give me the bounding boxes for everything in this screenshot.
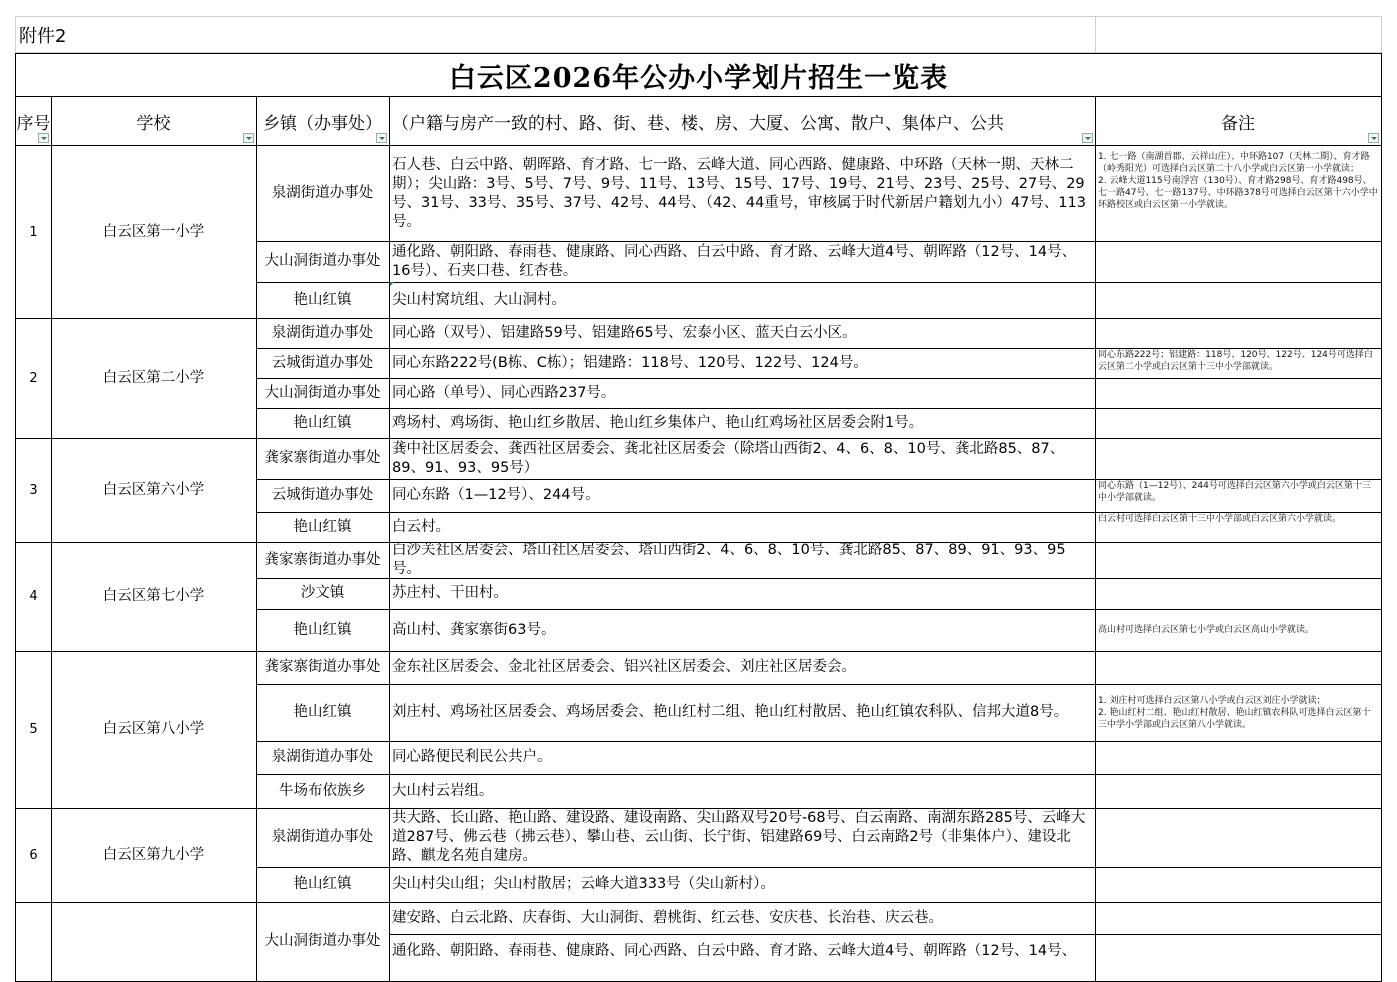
remark-text — [1095, 934, 1381, 936]
remark-text: 1. 刘庄村可选择白云区第八小学或白云区刘庄小学就读； 2. 艳山红村二组、艳山红村散居、艳山红镇农科队可选择白云区第十三中学小学部或白云区第八小学就读。 — [1098, 695, 1371, 730]
area-text: 通化路、朝阳路、春雨巷、健康路、同心西路、白云中路、育才路、云峰大道4号、朝晖路（12号、14号、 — [392, 943, 1077, 959]
seq-number: 4 — [29, 589, 38, 604]
town-name: 艳山红镇 — [293, 621, 352, 638]
town-name: 云城街道办事处 — [271, 354, 374, 371]
area-text: 鸡场村、鸡场街、艳山红乡散居、艳山红乡集体户、艳山红鸡场社区居委会附1号。 — [392, 414, 924, 431]
remark-cell[interactable] — [1095, 348, 1382, 379]
area-cell[interactable] — [389, 542, 1096, 579]
remark-text: 同心东路（1—12号）、244号可选择白云区第六小学或白云区第十三中小学部就读。 — [1098, 481, 1371, 503]
school-cell[interactable] — [51, 146, 257, 319]
area-text: 尖山村尖山组；尖山村散居；云峰大道333号（尖山新村）。 — [392, 876, 775, 892]
area-text: 共大路、长山路、艳山路、建设路、建设南路、尖山路双号20号-68号、白云南路、南湖东路285号、云峰大道287号、佛云巷（拂云巷）、攀山巷、云山街、长宁街、铝建路69号、白云南路2号（非集体户）、建设北路、麒龙名苑自建房。 — [392, 810, 1086, 864]
town-name: 云城街道办事处 — [271, 487, 374, 503]
remark-cell[interactable] — [1095, 609, 1382, 652]
header-school-label: 学校 — [136, 113, 171, 134]
seq-cell[interactable] — [15, 318, 52, 439]
town-cell[interactable] — [256, 438, 390, 480]
remark-text: 白云村可选择白云区第十三中小学部或白云区第六小学就读。 — [1098, 514, 1342, 524]
school-name: 白云区第七小学 — [102, 588, 205, 604]
remark-text — [1095, 578, 1381, 580]
town-name: 大山洞街道办事处 — [264, 384, 381, 401]
error-marker-icon — [390, 282, 394, 286]
header-town[interactable] — [256, 97, 390, 146]
remark-cell[interactable] — [1095, 774, 1382, 809]
header-seq-label: 序号 — [16, 113, 51, 134]
area-text: 同心东路222号(B栋、C栋）；铝建路：118号、120号、122号、124号。 — [392, 354, 868, 371]
area-text: 通化路、朝阳路、春雨巷、健康路、同心西路、白云中路、育才路、云峰大道4号、朝晖路（12号、14号、16号）、石夹口巷、红杏巷。 — [392, 243, 1077, 279]
school-cell[interactable] — [51, 542, 257, 652]
header-school[interactable] — [51, 97, 257, 146]
header-area-label: （户籍与房产一致的村、路、街、巷、楼、房、大厦、公寓、散户、集体户、公共 — [392, 113, 1004, 134]
town-name: 泉湖街道办事处 — [271, 829, 374, 845]
school-name: 白云区第二小学 — [102, 369, 205, 386]
page-title: 白云区2026年公办小学划片招生一览表 — [448, 62, 949, 94]
filter-dropdown-icon[interactable] — [376, 133, 387, 143]
remark-cell[interactable] — [1095, 512, 1382, 543]
remark-text: 1. 七一路（南湖首郡、云祥山庄）、中环路107（天林二期）、育才路（岭秀阳光）可选择白云区第二十八小学或白云区第一小学就读； 2. 云峰大道115号南浮宫（130号）、育才路298号、育才路498号、七一路47号、七一路137号、中环路378号可选择白云区第十六小学中环路校区或白云区第一小学就读。 — [1098, 152, 1378, 210]
town-cell[interactable] — [256, 318, 390, 349]
header-town-label: 乡镇（办事处） — [263, 113, 382, 134]
seq-number: 2 — [29, 370, 38, 386]
area-text: 同心路便民利民公共户。 — [392, 749, 552, 765]
remark-cell[interactable] — [1095, 408, 1382, 439]
town-cell[interactable] — [256, 512, 390, 543]
town-name: 泉湖街道办事处 — [271, 324, 374, 341]
town-cell[interactable] — [256, 867, 390, 903]
attachment-empty-cell[interactable] — [1095, 16, 1382, 53]
town-cell[interactable] — [256, 902, 390, 982]
seq-cell[interactable] — [15, 651, 52, 809]
filter-dropdown-icon[interactable] — [1368, 133, 1379, 143]
remark-cell[interactable] — [1095, 378, 1382, 409]
town-name: 龚家寨街道办事处 — [264, 551, 381, 568]
school-cell[interactable] — [51, 902, 257, 982]
area-text: 同心路（单号）、同心西路237号。 — [392, 384, 616, 401]
area-text: 金东社区居委会、金北社区居委会、铝兴社区居委会、刘庄社区居委会。 — [392, 659, 856, 675]
seq-number: 6 — [29, 847, 38, 863]
school-cell[interactable] — [51, 808, 257, 903]
remark-cell[interactable] — [1095, 438, 1382, 480]
area-cell[interactable] — [389, 146, 1096, 242]
remark-cell[interactable] — [1095, 808, 1382, 868]
remark-cell[interactable] — [1095, 542, 1382, 579]
header-remark[interactable] — [1095, 97, 1382, 146]
remark-text — [1095, 318, 1381, 320]
header-seq[interactable] — [15, 97, 52, 146]
seq-number: 5 — [29, 722, 38, 737]
school-name: 白云区第六小学 — [102, 481, 205, 498]
area-cell[interactable] — [389, 512, 1096, 543]
remark-text — [1095, 651, 1381, 653]
header-area[interactable] — [389, 97, 1096, 146]
area-text: 大山村云岩组。 — [392, 782, 494, 799]
seq-cell[interactable] — [15, 542, 52, 652]
area-cell[interactable] — [389, 282, 1096, 319]
remark-cell[interactable] — [1095, 651, 1382, 685]
town-name: 大山洞街道办事处 — [264, 933, 381, 949]
school-name: 白云区第八小学 — [102, 721, 205, 737]
town-cell[interactable] — [256, 808, 390, 868]
town-cell[interactable] — [256, 651, 390, 685]
remark-cell[interactable] — [1095, 934, 1382, 982]
seq-cell[interactable] — [15, 438, 52, 543]
remark-text — [1095, 808, 1381, 810]
remark-cell[interactable] — [1095, 146, 1382, 242]
remark-text — [1095, 438, 1381, 440]
town-cell[interactable] — [256, 578, 390, 610]
area-cell[interactable] — [389, 651, 1096, 685]
area-cell[interactable] — [389, 741, 1096, 775]
remark-text — [1095, 241, 1381, 243]
remark-text — [1095, 282, 1381, 284]
town-name: 龚家寨街道办事处 — [264, 659, 381, 675]
area-cell[interactable] — [389, 774, 1096, 809]
town-cell[interactable] — [256, 609, 390, 652]
header-remark-label: 备注 — [1221, 113, 1255, 134]
town-name: 艳山红镇 — [293, 291, 352, 308]
area-text: 白沙关社区居委会、塔山社区居委会、塔山西街2、4、6、8、10号、龚北路85、87、89、91、93、95号。 — [392, 542, 1066, 577]
area-cell[interactable] — [389, 902, 1096, 935]
school-cell[interactable] — [51, 438, 257, 543]
area-text: 石人巷、白云中路、朝晖路、育才路、七一路、云峰大道、同心西路、健康路、中环路（天林一期、天林二期）；尖山路：3号、5号、7号、9号、11号、13号、15号、17号、19号、21号、23号、25号、27号、29号、31号、33号、35号、37号、42号、44号、（42、44重号，审核属于时代新居户籍划九小）47号、113号。 — [392, 156, 1086, 230]
town-cell[interactable] — [256, 684, 390, 742]
remark-text — [1095, 741, 1381, 743]
area-cell[interactable] — [389, 934, 1096, 982]
remark-text — [1095, 378, 1381, 380]
filter-dropdown-icon[interactable] — [1082, 133, 1093, 143]
remark-cell[interactable] — [1095, 578, 1382, 610]
seq-number: 3 — [29, 482, 38, 498]
remark-text — [1095, 774, 1381, 776]
area-cell[interactable] — [389, 241, 1096, 283]
town-cell[interactable] — [256, 348, 390, 379]
attachment-cell[interactable] — [15, 16, 1096, 53]
remark-text — [1095, 902, 1381, 904]
town-cell[interactable] — [256, 282, 390, 319]
town-cell[interactable] — [256, 241, 390, 283]
town-cell[interactable] — [256, 378, 390, 409]
area-text: 尖山村窝坑组、大山洞村。 — [392, 291, 566, 308]
remark-cell[interactable] — [1095, 479, 1382, 513]
town-name: 艳山红镇 — [293, 876, 352, 892]
seq-cell[interactable] — [15, 808, 52, 903]
area-cell[interactable] — [389, 348, 1096, 379]
remark-text: 高山村可选择白云区第七小学或白云区高山小学就读。 — [1098, 625, 1315, 635]
area-cell[interactable] — [389, 609, 1096, 652]
town-cell[interactable] — [256, 774, 390, 809]
remark-cell[interactable] — [1095, 684, 1382, 742]
town-name: 沙文镇 — [300, 585, 345, 601]
remark-cell[interactable] — [1095, 741, 1382, 775]
area-cell[interactable] — [389, 408, 1096, 439]
area-text: 白云村。 — [392, 518, 450, 535]
attachment-label: 附件2 — [19, 25, 67, 47]
area-cell[interactable] — [389, 318, 1096, 349]
town-cell[interactable] — [256, 479, 390, 513]
school-name: 白云区第九小学 — [102, 846, 205, 863]
remark-text: 同心东路222号；铝建路：118号、120号、122号、124号可选择白云区第二小学或白云区第十三中小学部就读。 — [1098, 350, 1373, 372]
area-cell[interactable] — [389, 808, 1096, 868]
remark-text — [1095, 542, 1381, 544]
town-cell[interactable] — [256, 542, 390, 579]
seq-number: 1 — [29, 224, 38, 240]
seq-cell[interactable] — [15, 902, 52, 982]
filter-dropdown-icon[interactable] — [243, 133, 254, 143]
remark-cell[interactable] — [1095, 282, 1382, 319]
town-name: 泉湖街道办事处 — [271, 749, 374, 765]
area-cell[interactable] — [389, 684, 1096, 742]
area-text: 同心路（双号）、铝建路59号、铝建路65号、宏泰小区、蓝天白云小区。 — [392, 324, 857, 341]
school-cell[interactable] — [51, 651, 257, 809]
remark-cell[interactable] — [1095, 902, 1382, 935]
school-name: 白云区第一小学 — [102, 223, 205, 240]
town-name: 牛场布依族乡 — [279, 782, 366, 799]
area-text: 同心东路（1—12号）、244号。 — [392, 487, 600, 503]
town-name: 大山洞街道办事处 — [264, 253, 381, 269]
area-text: 刘庄村、鸡场社区居委会、鸡场居委会、艳山红村二组、艳山红村散居、艳山红镇农科队、信邦大道8号。 — [392, 704, 1069, 720]
area-text: 高山村、龚家寨街63号。 — [392, 621, 556, 638]
title-cell[interactable] — [15, 53, 1382, 97]
area-cell[interactable] — [389, 479, 1096, 513]
remark-text — [1095, 408, 1381, 410]
area-cell[interactable] — [389, 578, 1096, 610]
area-cell[interactable] — [389, 438, 1096, 480]
town-cell[interactable] — [256, 408, 390, 439]
seq-cell[interactable] — [15, 146, 52, 319]
area-text: 龚中社区居委会、龚西社区居委会、龚北社区居委会（除塔山西街2、4、6、8、10号、龚北路85、87、89、91、93、95号） — [392, 440, 1065, 476]
school-cell[interactable] — [51, 318, 257, 439]
remark-cell[interactable] — [1095, 867, 1382, 903]
town-name: 艳山红镇 — [293, 704, 352, 720]
town-name: 艳山红镇 — [293, 518, 352, 535]
filter-dropdown-icon[interactable] — [38, 133, 49, 143]
area-text: 建安路、白云北路、庆春街、大山洞街、碧桃街、红云巷、安庆巷、长治巷、庆云巷。 — [392, 909, 943, 926]
remark-cell[interactable] — [1095, 241, 1382, 283]
town-name: 泉湖街道办事处 — [271, 185, 374, 201]
remark-cell[interactable] — [1095, 318, 1382, 349]
remark-text — [1095, 867, 1381, 869]
town-name: 艳山红镇 — [293, 414, 352, 431]
town-name: 龚家寨街道办事处 — [264, 450, 381, 466]
area-cell[interactable] — [389, 867, 1096, 903]
area-text: 苏庄村、干田村。 — [392, 585, 508, 601]
town-cell[interactable] — [256, 741, 390, 775]
town-cell[interactable] — [256, 146, 390, 242]
area-cell[interactable] — [389, 378, 1096, 409]
